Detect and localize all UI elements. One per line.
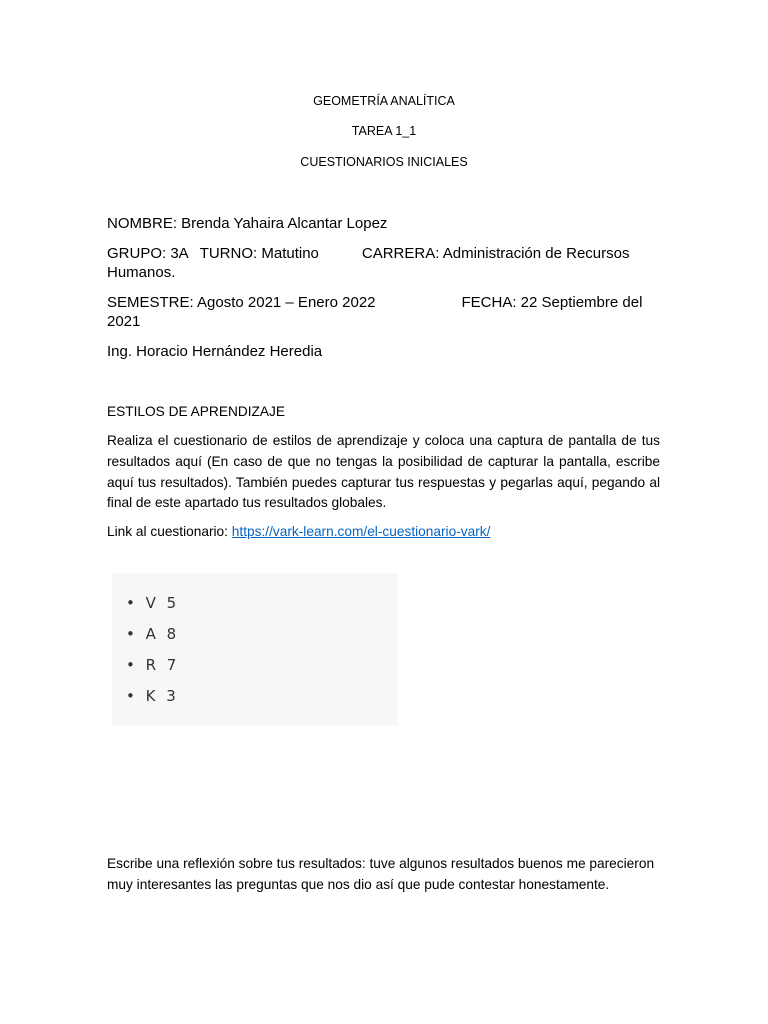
group-line <box>107 244 652 282</box>
result-item-a: • A 8 <box>126 625 180 643</box>
semester-text: SEMESTRE: Agosto 2021 – Enero 2022 <box>107 294 376 311</box>
topic-title: CUESTIONARIOS INICIALES <box>300 155 468 169</box>
subject-title: GEOMETRÍA ANALÍTICA <box>313 94 455 108</box>
date-text: FECHA: 22 Septiembre del <box>461 294 643 311</box>
group-text: GRUPO: 3A <box>107 245 189 262</box>
link-line <box>107 522 660 543</box>
results-screenshot <box>112 573 398 726</box>
career-text-cont: Humanos. <box>107 264 176 281</box>
instructions-paragraph: Realiza el cuestionario de estilos de aprendizaje y coloca una captura de pantalla de tus resultados aquí (En caso de que no tengas la posibilidad de capturar la pantalla, escribe aquí tus resultados). También puedes capturar tus respuestas y pegarlas aquí, pegando al final de este apartado tus resultados globales. <box>107 433 660 511</box>
result-item-v: • V 5 <box>126 594 180 612</box>
shift-text: TURNO: Matutino <box>199 245 319 262</box>
semester-line <box>107 293 652 331</box>
result-item-k: • K 3 <box>126 687 179 705</box>
questionnaire-link[interactable]: https://vark-learn.com/el-cuestionario-vark/ <box>231 524 491 539</box>
date-text-cont: 2021 <box>107 313 141 330</box>
name-line: NOMBRE: Brenda Yahaira Alcantar Lopez <box>107 215 388 232</box>
reflection-paragraph: Escribe una reflexión sobre tus resultados: tuve algunos resultados buenos me parecieron muy interesantes las preguntas que nos dio así que pude contestar honestamente. <box>107 856 655 892</box>
task-title: TAREA 1_1 <box>351 124 417 138</box>
result-item-r: • R 7 <box>126 656 180 674</box>
link-label: Link al cuestionario: <box>107 524 228 539</box>
teacher-line: Ing. Horacio Hernández Heredia <box>107 343 323 360</box>
section-title: ESTILOS DE APRENDIZAJE <box>107 404 285 419</box>
career-text: CARRERA: Administración de Recursos <box>361 245 630 262</box>
